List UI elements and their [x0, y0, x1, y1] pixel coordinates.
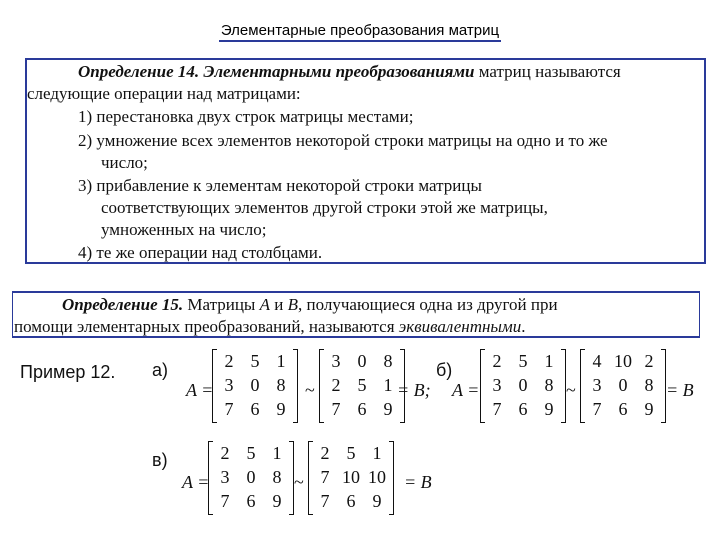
v-matrix-2 — [308, 441, 394, 513]
definition-14-line-2: следующие операции над матрицами: — [27, 84, 301, 103]
matrix-row — [484, 373, 562, 397]
matrix-row — [584, 397, 662, 421]
matrix-cell: 5 — [250, 350, 260, 371]
b-matrix-1 — [480, 349, 566, 421]
definition-14-term: Элементарными преобразованиями — [199, 62, 475, 81]
matrix-cell: 6 — [250, 398, 260, 419]
matrix-cell: 8 — [383, 350, 393, 371]
b-lhs: A = — [452, 380, 480, 400]
a-tilde: ~ — [305, 380, 315, 400]
b-result: = B — [666, 380, 694, 400]
a-result: = B; — [397, 380, 431, 400]
matrix-cell: 7 — [224, 398, 234, 419]
matrix-row — [312, 489, 390, 513]
page-title: Элементарные преобразования матриц — [0, 22, 720, 39]
matrix-body — [323, 349, 401, 421]
matrix-cell: 0 — [246, 466, 256, 487]
matrix-cell: 3 — [331, 350, 341, 371]
matrix-cell: 7 — [320, 490, 330, 511]
matrix-cell: 2 — [331, 374, 341, 395]
matrix-cell: 5 — [518, 350, 528, 371]
operation-item-3-cont-2: умноженных на число; — [101, 220, 267, 239]
matrix-cell: 10 — [614, 350, 632, 371]
matrix-cell: 6 — [246, 490, 256, 511]
matrix-cell: 0 — [618, 374, 628, 395]
matrix-bracket-right — [293, 349, 298, 423]
matrix-row — [216, 397, 294, 421]
operation-item-4: 4) те же операции над столбцами. — [78, 243, 323, 262]
matrix-cell: 10 — [368, 466, 386, 487]
matrix-cell: 9 — [272, 490, 282, 511]
b-tilde: ~ — [566, 380, 576, 400]
matrix-row — [212, 489, 290, 513]
matrix-row — [312, 441, 390, 465]
matrix-cell: 7 — [331, 398, 341, 419]
matrix-cell: 5 — [357, 374, 367, 395]
matrix-cell: 3 — [492, 374, 502, 395]
matrix-cell: 8 — [644, 374, 654, 395]
operation-item-2: 2) умножение всех элементов некоторой строки матрицы на одно и то же — [78, 131, 608, 150]
v-result: = B — [404, 472, 432, 492]
a-lhs: A = — [186, 380, 214, 400]
matrix-cell: 1 — [544, 350, 554, 371]
matrix-cell: 5 — [246, 442, 256, 463]
matrix-cell: 7 — [592, 398, 602, 419]
definition-15-line-2: помощи элементарных преобразований, называются эквивалентными. — [14, 317, 526, 336]
matrix-cell: 2 — [224, 350, 234, 371]
matrix-bracket-right — [389, 441, 394, 515]
matrix-row — [484, 349, 562, 373]
matrix-cell: 1 — [383, 374, 393, 395]
matrix-row — [584, 349, 662, 373]
matrix-bracket-left — [580, 349, 585, 423]
matrix-row — [584, 373, 662, 397]
matrix-cell: 7 — [220, 490, 230, 511]
matrix-cell: 9 — [372, 490, 382, 511]
matrix-row — [212, 465, 290, 489]
v-tilde: ~ — [294, 472, 304, 492]
matrix-row — [216, 349, 294, 373]
operation-item-3-cont: соответствующих элементов другой строки этой же матрицы, — [101, 198, 548, 217]
matrix-cell: 2 — [320, 442, 330, 463]
definition-15-first-line: Определение 15. Матрицы A и B, получающиеся одна из другой при — [62, 295, 558, 314]
matrix-cell: 2 — [220, 442, 230, 463]
matrix-cell: 10 — [342, 466, 360, 487]
matrix-bracket-left — [480, 349, 485, 423]
example-b-label: б) — [436, 360, 453, 380]
definition-14-heading: Определение 14. — [78, 62, 200, 81]
matrix-cell: 7 — [492, 398, 502, 419]
matrix-cell: 9 — [544, 398, 554, 419]
matrix-cell: 9 — [644, 398, 654, 419]
matrix-bracket-left — [319, 349, 324, 423]
matrix-body — [212, 441, 290, 513]
matrix-row — [212, 441, 290, 465]
a-matrix-2 — [319, 349, 405, 421]
matrix-cell: 0 — [518, 374, 528, 395]
operation-item-1: 1) перестановка двух строк матрицы местами; — [78, 107, 414, 126]
matrix-body — [484, 349, 562, 421]
matrix-cell: 2 — [644, 350, 654, 371]
matrix-cell: 0 — [357, 350, 367, 371]
matrix-cell: 6 — [518, 398, 528, 419]
matrix-cell: 1 — [272, 442, 282, 463]
matrix-body — [216, 349, 294, 421]
matrix-cell: 1 — [372, 442, 382, 463]
matrix-bracket-left — [212, 349, 217, 423]
matrix-row — [323, 349, 401, 373]
matrix-cell: 3 — [592, 374, 602, 395]
definition-15-term: эквивалентными — [398, 317, 522, 336]
matrix-cell: 3 — [220, 466, 230, 487]
matrix-cell: 9 — [383, 398, 393, 419]
example-v-label: в) — [152, 450, 168, 470]
matrix-row — [484, 397, 562, 421]
matrix-cell: 8 — [272, 466, 282, 487]
definition-14-text: матриц называются — [474, 62, 621, 81]
matrix-cell: 1 — [276, 350, 286, 371]
matrix-cell: 7 — [320, 466, 330, 487]
matrix-cell: 5 — [346, 442, 356, 463]
matrix-row — [312, 465, 390, 489]
matrix-cell: 9 — [276, 398, 286, 419]
v-matrix-1 — [208, 441, 294, 513]
a-matrix-1 — [212, 349, 298, 421]
definition-14-first-line — [78, 61, 621, 83]
matrix-cell: 6 — [346, 490, 356, 511]
matrix-cell: 3 — [224, 374, 234, 395]
matrix-bracket-left — [308, 441, 313, 515]
matrix-cell: 2 — [492, 350, 502, 371]
matrix-body — [312, 441, 390, 513]
matrix-cell: 4 — [592, 350, 602, 371]
matrix-row — [323, 373, 401, 397]
matrix-bracket-left — [208, 441, 213, 515]
matrix-cell: 0 — [250, 374, 260, 395]
b-matrix-2 — [580, 349, 666, 421]
matrix-row — [216, 373, 294, 397]
matrix-cell: 8 — [544, 374, 554, 395]
operation-item-2-cont: число; — [101, 153, 148, 172]
matrix-body — [584, 349, 662, 421]
matrix-row — [323, 397, 401, 421]
matrix-cell: 6 — [618, 398, 628, 419]
definition-15-heading: Определение 15. — [62, 295, 184, 314]
operation-item-3: 3) прибавление к элементам некоторой строки матрицы — [78, 176, 482, 195]
example-label: Пример 12. — [20, 362, 116, 382]
example-a-label: а) — [152, 360, 169, 380]
matrix-cell: 8 — [276, 374, 286, 395]
matrix-cell: 6 — [357, 398, 367, 419]
v-lhs: A = — [182, 472, 210, 492]
